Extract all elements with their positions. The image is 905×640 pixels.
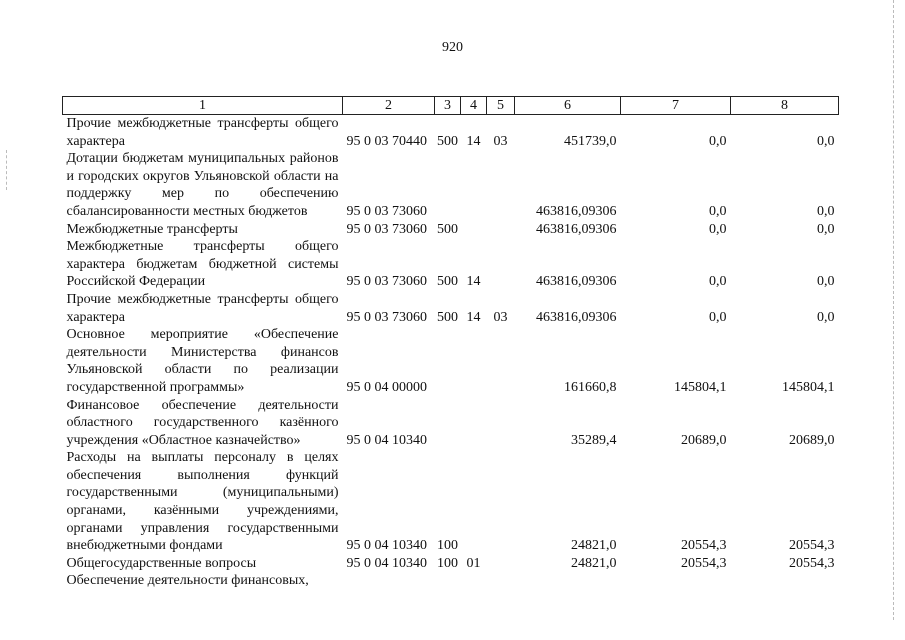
- expense-name: Общегосударственные вопросы: [66, 555, 257, 571]
- amount-col-6: 35289,4: [571, 432, 617, 448]
- column-header: 2: [343, 97, 435, 115]
- table-row: [63, 291, 839, 326]
- expense-type-code: 500: [437, 221, 458, 237]
- section-code: [461, 326, 487, 396]
- target-article-code: 95 0 04 10340: [346, 432, 427, 448]
- section-code: [461, 449, 487, 555]
- column-header: 6: [515, 97, 621, 115]
- amount-col-7: 0,0: [709, 309, 727, 325]
- target-article-code: 95 0 03 73060: [346, 221, 427, 237]
- amount-col-7: [621, 572, 731, 590]
- subsection-code: [487, 449, 515, 555]
- amount-col-7: 20554,3: [681, 538, 727, 554]
- target-article-code: 95 0 04 00000: [346, 379, 427, 395]
- amount-col-7: 20554,3: [681, 555, 727, 571]
- column-header: 5: [487, 97, 515, 115]
- table-row: [63, 238, 839, 291]
- section-code: [461, 221, 487, 239]
- expense-name: Финансовое обеспечение деятельности областного государственного казённого учреждения «Областное казначейство»: [66, 397, 339, 448]
- subsection-code: [487, 238, 515, 291]
- expense-type-code: 500: [437, 309, 458, 325]
- target-article-code: 95 0 03 73060: [346, 309, 427, 325]
- table-row: [63, 397, 839, 450]
- subsection-code: 03: [493, 309, 508, 325]
- table-row: [63, 115, 839, 151]
- expense-type-code: [435, 397, 461, 450]
- margin-mark-left: [6, 150, 7, 190]
- amount-col-6: 463816,09306: [536, 221, 617, 237]
- expense-type-code: 100: [437, 555, 458, 571]
- section-code: 01: [466, 555, 481, 571]
- table-row: [63, 572, 839, 590]
- table-row: [63, 221, 839, 239]
- section-code: 14: [466, 133, 481, 149]
- subsection-code: 03: [493, 133, 508, 149]
- expense-name: Межбюджетные трансферты: [66, 221, 238, 237]
- target-article-code: [343, 572, 435, 590]
- amount-col-7: 145804,1: [674, 379, 727, 395]
- column-header: 1: [63, 97, 343, 115]
- subsection-code: [487, 397, 515, 450]
- expense-name: Расходы на выплаты персоналу в целях обеспечения выполнения функций государственными (муниципальными) органами, казёнными учреждениями, органами управления государственными внебюджетными фондами: [66, 450, 339, 554]
- expense-type-code: [435, 326, 461, 396]
- amount-col-8: 0,0: [817, 133, 835, 149]
- margin-mark-right: [893, 0, 894, 620]
- amount-col-8: 20554,3: [789, 555, 835, 571]
- section-code: [461, 572, 487, 590]
- amount-col-6: 24821,0: [571, 538, 617, 554]
- target-article-code: 95 0 04 10340: [346, 538, 427, 554]
- subsection-code: [487, 326, 515, 396]
- expense-type-code: [435, 150, 461, 220]
- amount-col-6: 463816,09306: [536, 274, 617, 290]
- amount-col-7: 20689,0: [681, 432, 727, 448]
- header-row: [63, 97, 839, 115]
- column-header: 8: [731, 97, 839, 115]
- expense-type-code: 500: [437, 133, 458, 149]
- column-header: 7: [621, 97, 731, 115]
- expense-name: Дотации бюджетам муниципальных районов и городских округов Ульяновской области на поддержку мер по обеспечению сбалансированности местных бюджетов: [66, 151, 339, 219]
- table-row: [63, 150, 839, 220]
- section-code: 14: [466, 274, 481, 290]
- target-article-code: 95 0 03 73060: [346, 203, 427, 219]
- amount-col-6: [515, 572, 621, 590]
- target-article-code: 95 0 03 70440: [346, 133, 427, 149]
- amount-col-7: 0,0: [709, 274, 727, 290]
- subsection-code: [487, 555, 515, 573]
- subsection-code: [487, 221, 515, 239]
- amount-col-8: 20554,3: [789, 538, 835, 554]
- page-number: 920: [442, 40, 463, 55]
- amount-col-6: 24821,0: [571, 555, 617, 571]
- target-article-code: 95 0 04 10340: [346, 555, 427, 571]
- expense-name: Межбюджетные трансферты общего характера бюджетам бюджетной системы Российской Федерации: [66, 239, 339, 290]
- table-row: [63, 555, 839, 573]
- table-row: [63, 449, 839, 555]
- amount-col-8: 0,0: [817, 274, 835, 290]
- subsection-code: [487, 150, 515, 220]
- budget-table: [62, 96, 839, 590]
- expense-type-code: [435, 572, 461, 590]
- amount-col-7: 0,0: [709, 221, 727, 237]
- amount-col-8: 0,0: [817, 309, 835, 325]
- amount-col-8: 0,0: [817, 221, 835, 237]
- amount-col-6: 161660,8: [564, 379, 617, 395]
- amount-col-8: 20689,0: [789, 432, 835, 448]
- table-row: [63, 326, 839, 396]
- section-code: [461, 150, 487, 220]
- amount-col-8: 0,0: [817, 203, 835, 219]
- subsection-code: [487, 572, 515, 590]
- amount-col-6: 451739,0: [564, 133, 617, 149]
- section-code: [461, 397, 487, 450]
- expense-name: Обеспечение деятельности финансовых,: [66, 573, 309, 589]
- expense-type-code: 100: [437, 538, 458, 554]
- expense-name: Основное мероприятие «Обеспечение деятельности Министерства финансов Ульяновской области по реализации государственной программы»: [66, 327, 339, 395]
- expense-name: Прочие межбюджетные трансферты общего характера: [66, 116, 339, 149]
- amount-col-7: 0,0: [709, 203, 727, 219]
- target-article-code: 95 0 03 73060: [346, 274, 427, 290]
- amount-col-8: [731, 572, 839, 590]
- expense-name: Прочие межбюджетные трансферты общего характера: [66, 291, 339, 325]
- column-header: 4: [461, 97, 487, 115]
- amount-col-7: 0,0: [709, 133, 727, 149]
- column-header: 3: [435, 97, 461, 115]
- amount-col-6: 463816,09306: [536, 203, 617, 219]
- expense-type-code: 500: [437, 274, 458, 290]
- amount-col-6: 463816,09306: [536, 309, 617, 325]
- section-code: 14: [466, 309, 481, 325]
- amount-col-8: 145804,1: [782, 379, 835, 395]
